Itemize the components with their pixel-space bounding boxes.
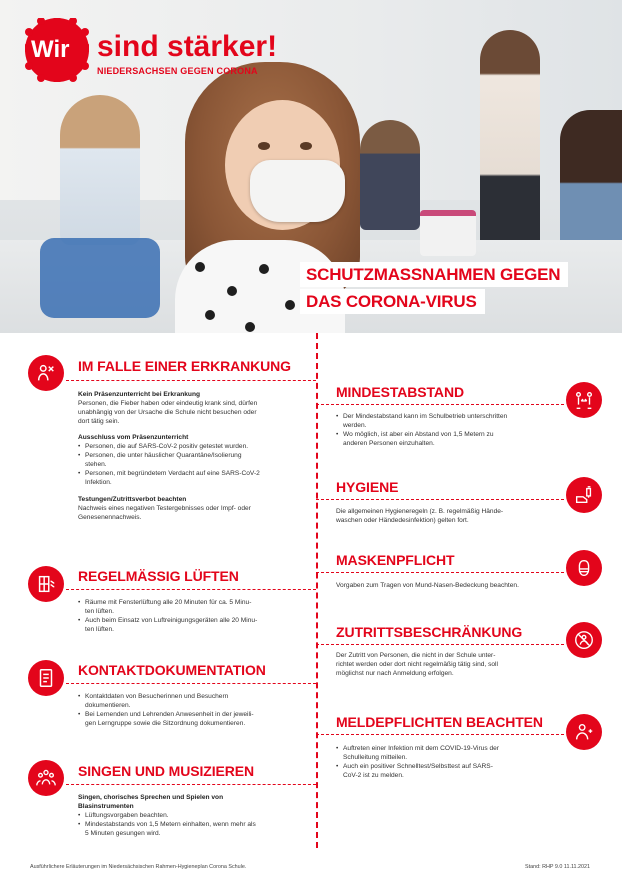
student-figure bbox=[360, 120, 420, 230]
face-mask bbox=[250, 160, 345, 222]
list-item: • Kontaktdaten von Besucherinnen und Besuchern dokumentieren. bbox=[85, 692, 303, 710]
section-body-zutritt: Der Zutritt von Personen, die nicht in der Schule unter- richtet werden oder dort nicht regelmäßig tätig sind, soll möglichst nur nach Anmeldung erfolgen. bbox=[336, 652, 498, 677]
logo-title: sind stärker! bbox=[97, 30, 278, 63]
pencil-cup bbox=[420, 210, 476, 256]
section-body-hygiene: Die allgemeinen Hygieneregeln (z. B. regelmäßig Hände- waschen oder Händedesinfektion) gelten fort. bbox=[336, 508, 504, 524]
section-rule bbox=[66, 784, 316, 785]
footer-note: Ausführlichere Erläuterungen im Niedersächsischen Rahmen-Hygieneplan Corona Schule. bbox=[30, 864, 247, 870]
section-title-lueften: REGELMÄSSIG LÜFTEN bbox=[78, 568, 239, 584]
section-rule bbox=[316, 572, 564, 573]
list-item: • Bei Lernenden und Lehrenden Anwesenheit in der jeweili- gen Lerngruppe sowie die Sitzordnung dokumentieren. bbox=[85, 710, 303, 728]
section-rule bbox=[66, 589, 316, 590]
list-item: • Lüftungsvorgaben beachten. bbox=[85, 811, 303, 820]
teacher-figure bbox=[480, 30, 540, 270]
list-item: • Personen, die auf SARS-CoV-2 positiv getestet wurden. bbox=[85, 442, 303, 451]
headline bbox=[300, 262, 600, 316]
headline-line-1: SCHUTZMASSNAHMEN GEGEN bbox=[300, 262, 568, 287]
boy-figure bbox=[60, 95, 140, 245]
section-rule bbox=[316, 404, 564, 405]
sick-person-icon bbox=[28, 355, 64, 391]
list-item: • Der Mindestabstand kann im Schulbetrieb unterschritten werden. bbox=[343, 412, 561, 430]
section-title-hygiene: HYGIENE bbox=[336, 479, 399, 495]
distance-icon bbox=[566, 382, 602, 418]
choir-group-icon bbox=[28, 760, 64, 796]
section-body-maske: Vorgaben zum Tragen von Mund-Nasen-Bedeckung beachten. bbox=[336, 582, 519, 589]
subheading: Kein Präsenzunterricht bei Erkrankung bbox=[78, 391, 201, 398]
section-rule bbox=[316, 644, 564, 645]
list-item: • Wo möglich, ist aber ein Abstand von 1,5 Metern zu anderen Personen einzuhalten. bbox=[343, 430, 561, 448]
list-item: • Personen, mit begründetem Verdacht auf eine SARS-CoV-2 Infektion. bbox=[85, 469, 303, 487]
section-rule bbox=[316, 499, 564, 500]
section-title-kontakt: KONTAKTDOKUMENTATION bbox=[78, 662, 266, 678]
subheading: Ausschluss vom Präsenzunterricht bbox=[78, 434, 189, 441]
girl-eye bbox=[300, 142, 312, 150]
no-entry-group-icon bbox=[566, 622, 602, 658]
person-report-icon bbox=[566, 714, 602, 750]
section-rule bbox=[316, 734, 564, 735]
section-body-singen bbox=[78, 793, 303, 838]
section-title-maske: MASKENPFLICHT bbox=[336, 552, 455, 568]
list-item: • Mindestabstands von 1,5 Metern einhalten, wenn mehr als 5 Minuten gesungen wird. bbox=[85, 820, 303, 838]
section-rule bbox=[66, 683, 316, 684]
section-rule bbox=[66, 380, 316, 381]
list-item: • Räume mit Fensterlüftung alle 20 Minuten für ca. 5 Minu- ten lüften. bbox=[85, 598, 303, 616]
footer-version: Stand: RHP 9.0 11.11.2021 bbox=[525, 864, 591, 870]
list-item: • Personen, die unter häuslicher Quarantäne/Isolierung stehen. bbox=[85, 451, 303, 469]
subheading: Testungen/Zutrittsverbot beachten bbox=[78, 496, 187, 503]
handwashing-icon bbox=[566, 477, 602, 513]
section-body-kontakt bbox=[78, 692, 303, 728]
section-body-melde bbox=[336, 744, 561, 780]
girl-eye bbox=[258, 142, 270, 150]
subheading: Singen, chorisches Sprechen und Spielen von Blasinstrumenten bbox=[78, 794, 224, 810]
blue-chair bbox=[40, 238, 160, 318]
logo bbox=[25, 14, 278, 80]
section-body-lueften bbox=[78, 598, 303, 634]
section-title-abstand: MINDESTABSTAND bbox=[336, 384, 464, 400]
list-item: • Auch beim Einsatz von Luftreinigungsgeräten alle 20 Minu- ten lüften. bbox=[85, 616, 303, 634]
section-title-zutritt: ZUTRITTSBESCHRÄNKUNG bbox=[336, 624, 523, 640]
section-body-erkrankung: Kein Präsenzunterricht bei Erkrankung Personen, die Fieber haben oder eindeutig krank sind, dürfen unabhängig von der Ursache die Schule nicht besuchen oder dort tätig sein. Ausschluss vom Präsenzunterricht • Personen, die auf SARS-CoV-2 positiv getestet wurden. • Personen, die unter häuslicher Quarantäne/Isolierung stehen. • Personen, mit begründetem Verdacht auf eine SARS-CoV-2 Infektion. Testungen/Zutrittsverbot beachten Nachweis eines negativen Testergebnisses oder Impf- oder Genesenennachweis. bbox=[78, 390, 303, 525]
logo-badge-text: Wir bbox=[31, 36, 70, 63]
mask-face-icon bbox=[566, 550, 602, 586]
contact-document-icon bbox=[28, 660, 64, 696]
window-ventilation-icon bbox=[28, 566, 64, 602]
headline-line-2: DAS CORONA-VIRUS bbox=[300, 289, 485, 314]
section-title-melde: MELDEPFLICHTEN BEACHTEN bbox=[336, 714, 543, 730]
section-title-singen: SINGEN UND MUSIZIEREN bbox=[78, 763, 255, 779]
logo-subtitle: NIEDERSACHSEN GEGEN CORONA bbox=[97, 66, 258, 76]
list-item: • Auftreten einer Infektion mit dem COVID-19-Virus der Schulleitung mitteilen. bbox=[343, 744, 561, 762]
section-body-abstand bbox=[336, 412, 561, 448]
list-item: • Auch ein positiver Schnelltest/Selbsttest auf SARS- CoV-2 ist zu melden. bbox=[343, 762, 561, 780]
timeline-divider bbox=[316, 333, 318, 848]
section-title-erkrankung: IM FALLE EINER ERKRANKUNG bbox=[78, 358, 291, 374]
